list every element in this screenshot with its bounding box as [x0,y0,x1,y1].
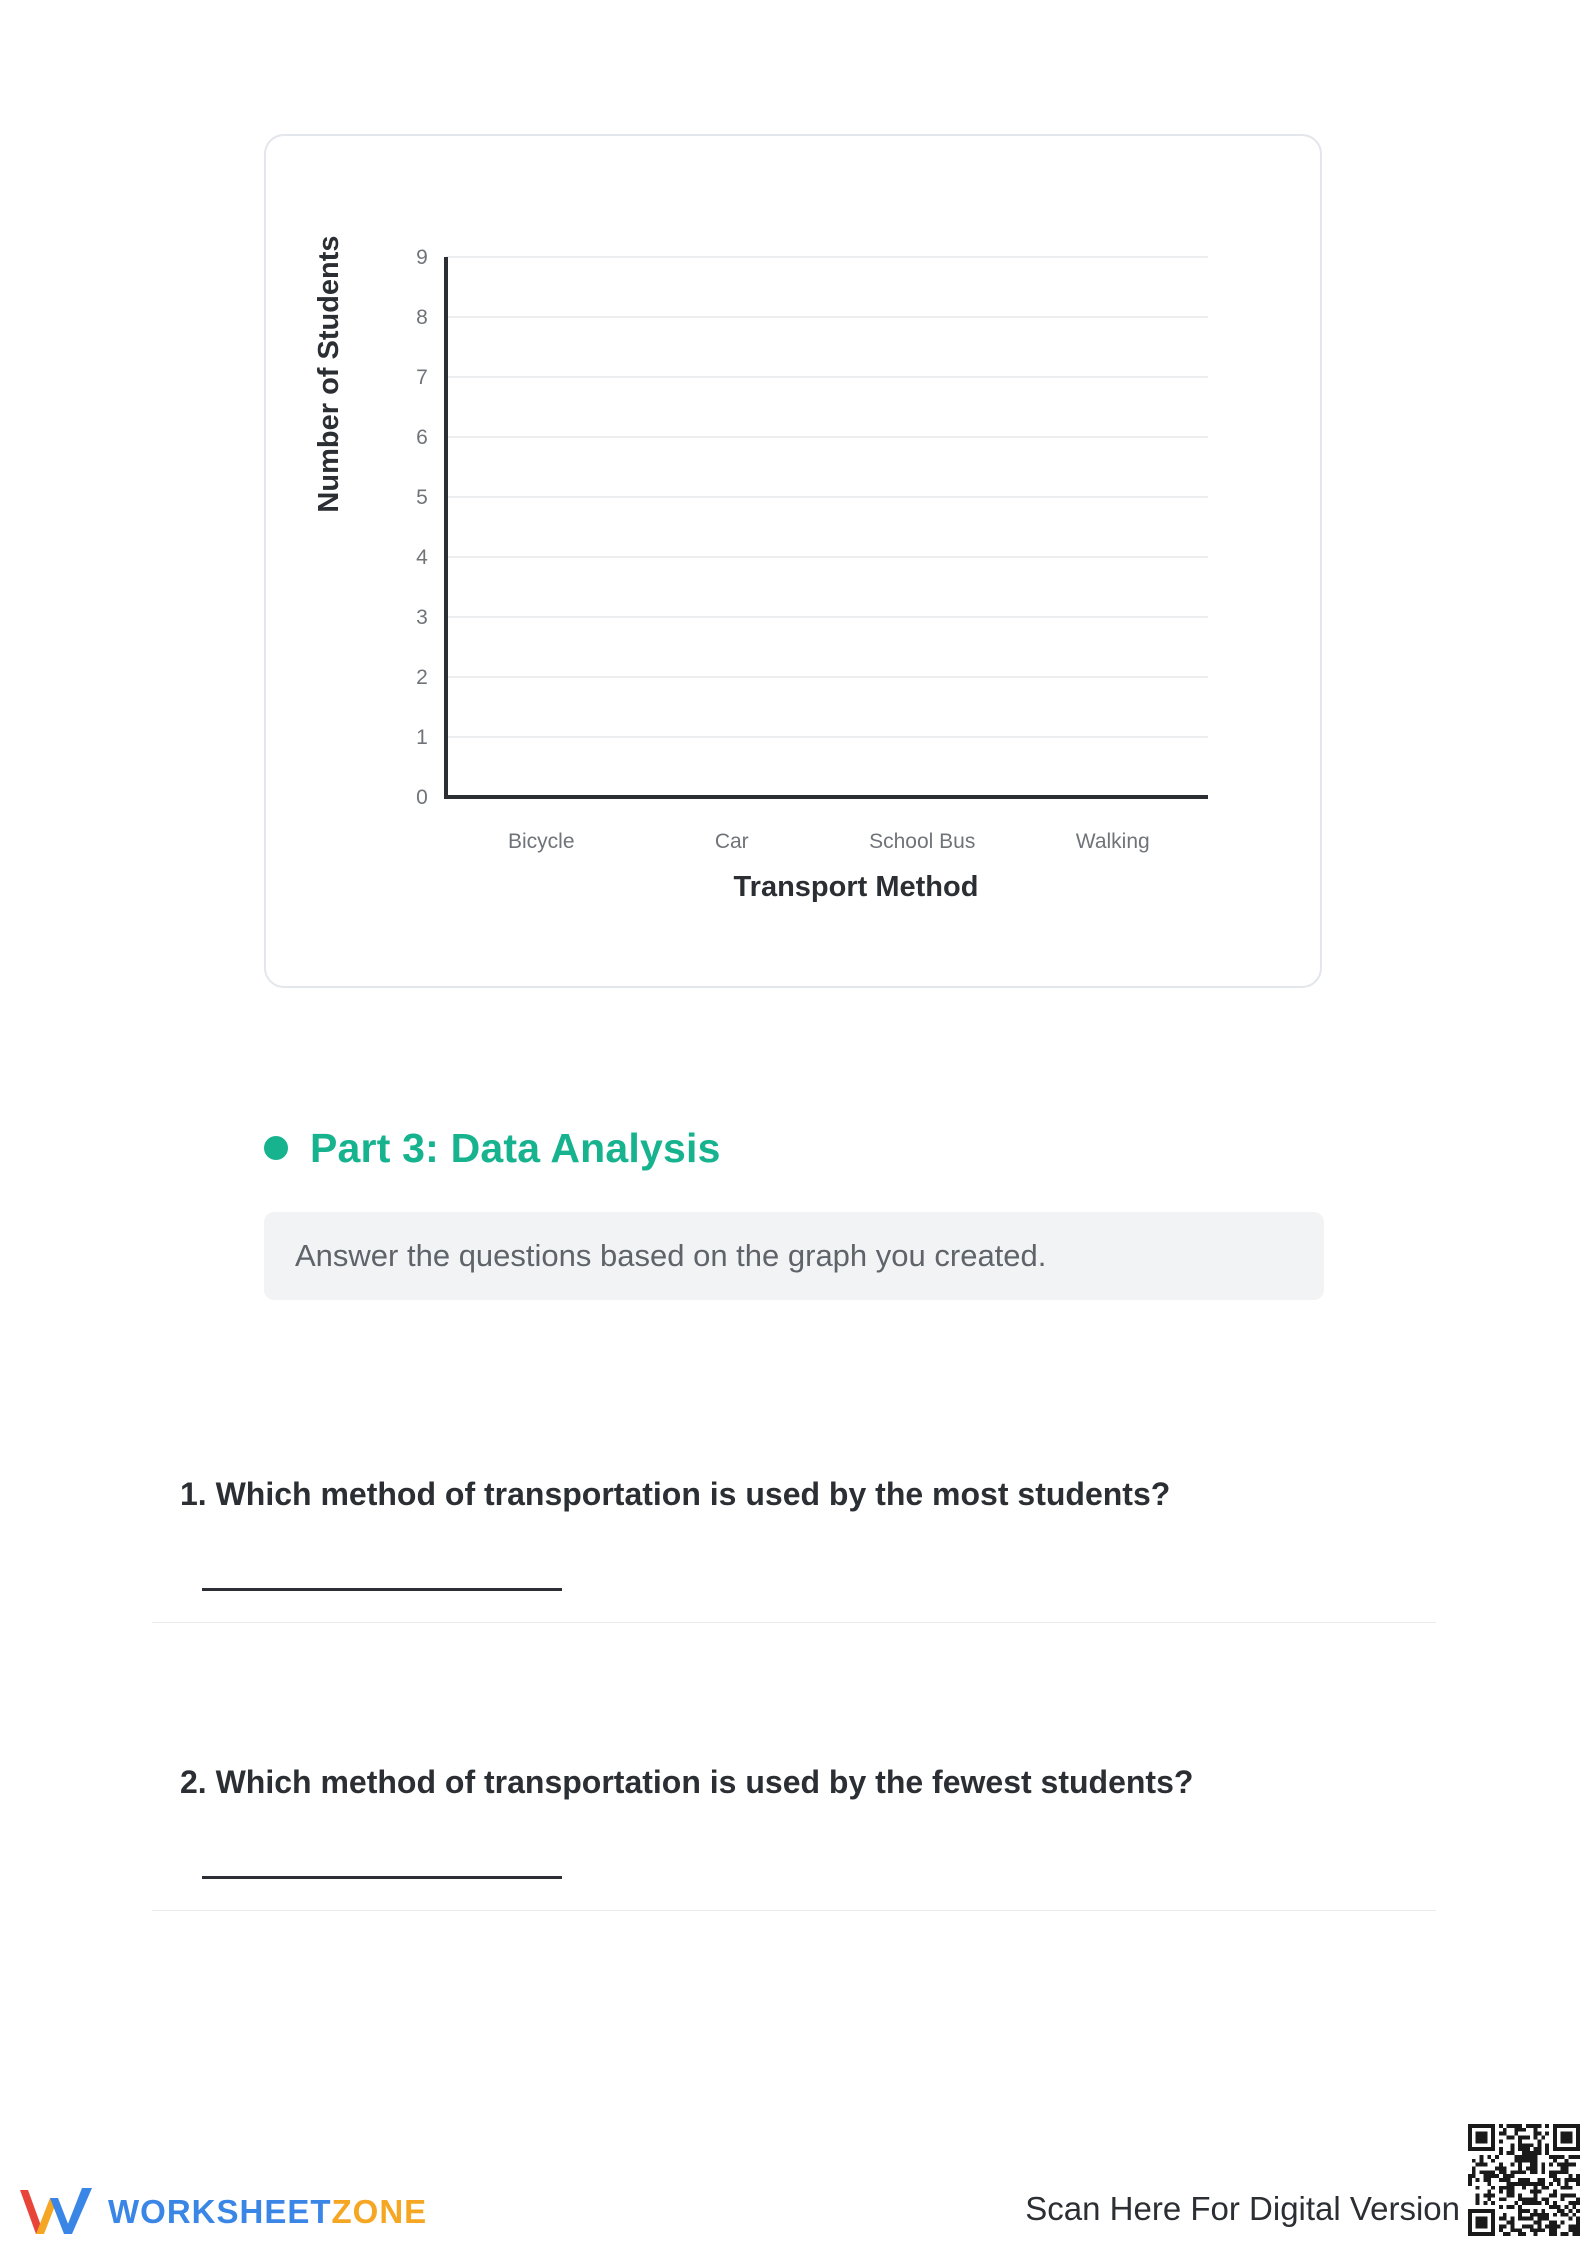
bar-chart [266,136,1324,990]
y-tick-label: 7 [416,366,428,389]
x-tick-label: Bicycle [507,830,575,853]
x-tick-label: School Bus [869,830,976,853]
question-2: 2. Which method of transportation is used by the fewest students? [180,1764,1194,1800]
worksheetzone-logo [18,2184,427,2240]
y-tick-label: 5 [416,486,428,509]
x-tick-labels [508,830,1150,853]
y-tick-label: 1 [416,726,428,749]
bullet-dot-icon [264,1136,288,1160]
x-tick-label: Walking [1075,830,1150,853]
y-tick-label: 2 [416,666,428,689]
y-tick-label: 6 [416,426,428,449]
grid-lines [446,257,1208,737]
y-tick-labels [416,246,428,809]
scan-caption: Scan Here For Digital Version [1025,2190,1460,2227]
question-divider [152,1622,1436,1623]
instruction-text: Answer the questions based on the graph you created. [295,1238,1047,1273]
y-axis-title: Number of Students [313,235,345,513]
chart-card [264,134,1322,988]
logo-text: WORKSHEETZONE [108,2193,428,2230]
x-axis-title: Transport Method [733,871,979,903]
y-tick-label: 9 [416,246,428,269]
logo-w-icon [18,2184,96,2240]
y-tick-label: 4 [416,546,428,569]
x-tick-label: Car [714,830,749,853]
y-tick-label: 3 [416,606,428,629]
answer-line-2[interactable] [202,1876,562,1879]
answer-line-1[interactable] [202,1588,562,1591]
y-tick-label: 8 [416,306,428,329]
section-header [264,1118,721,1178]
y-tick-label: 0 [416,786,428,809]
qr-code-icon[interactable] [1468,2124,1580,2236]
question-divider [152,1910,1436,1911]
instruction-box [264,1212,1324,1300]
question-1: 1. Which method of transportation is used by the most students? [180,1476,1171,1512]
section-title: Part 3: Data Analysis [310,1124,721,1171]
